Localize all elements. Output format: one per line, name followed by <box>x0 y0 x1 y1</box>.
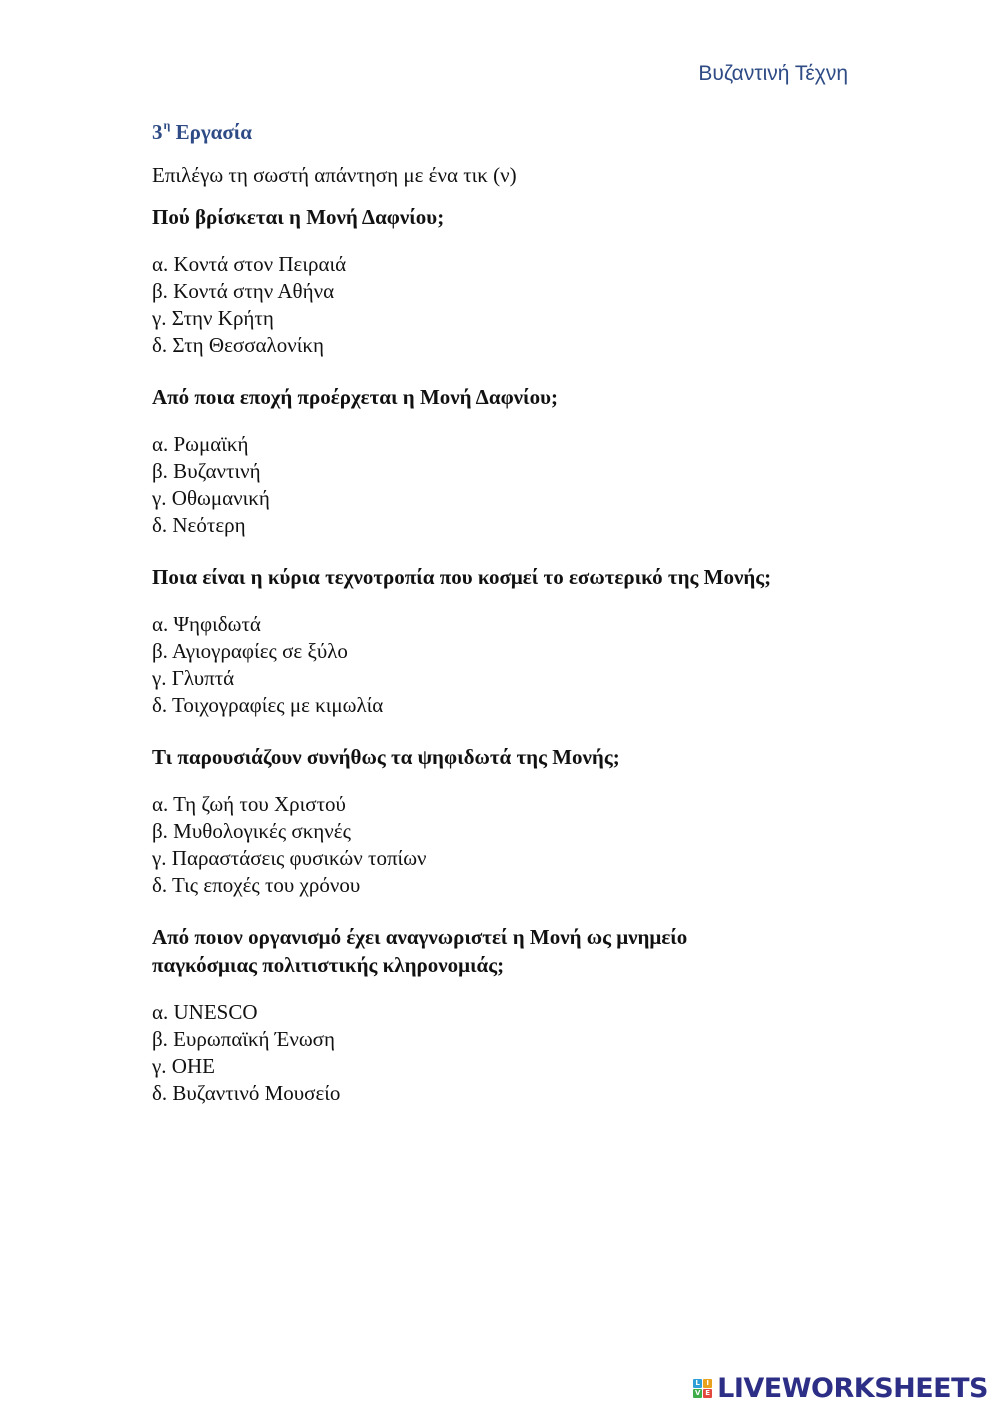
option-item[interactable]: β. Ευρωπαϊκή Ένωση <box>152 1027 335 1051</box>
option-item[interactable]: γ. Οθωμανική <box>152 486 270 510</box>
option-item[interactable]: β. Μυθολογικές σκηνές <box>152 819 351 843</box>
option-item[interactable]: α. Ψηφιδωτά <box>152 612 261 636</box>
option-item[interactable]: γ. ΟΗΕ <box>152 1054 215 1078</box>
logo-text: LIVEWORKSHEETS <box>717 1373 988 1404</box>
option-item[interactable]: δ. Βυζαντινό Μουσείο <box>152 1081 341 1105</box>
task-number: 3 <box>152 120 163 144</box>
option-item[interactable]: δ. Νεότερη <box>152 513 246 537</box>
liveworksheets-logo[interactable] <box>693 1373 988 1404</box>
logo-blocks-icon <box>693 1379 712 1398</box>
question-5-line-2: παγκόσμιας πολιτιστικής κληρονομιάς; <box>152 953 505 977</box>
worksheet-content <box>152 120 872 1131</box>
option-item[interactable]: γ. Παραστάσεις φυσικών τοπίων <box>152 846 427 870</box>
question-2-options <box>152 431 872 539</box>
option-item[interactable]: β. Κοντά στην Αθήνα <box>152 279 335 303</box>
option-item[interactable]: δ. Τοιχογραφίες με κιμωλία <box>152 693 384 717</box>
option-item[interactable]: α. Τη ζωή του Χριστού <box>152 792 346 816</box>
question-3: Ποια είναι η κύρια τεχνοτροπία που κοσμεί το εσωτερικό της Μονής; <box>152 565 772 589</box>
logo-block: V <box>694 1389 701 1397</box>
question-3-options <box>152 611 872 719</box>
logo-block: E <box>703 1389 712 1398</box>
document-header-title: Βυζαντινή Τέχνη <box>698 62 848 85</box>
question-4: Τι παρουσιάζουν συνήθως τα ψηφιδωτά της Μονής; <box>152 745 620 769</box>
option-item[interactable]: γ. Γλυπτά <box>152 666 235 690</box>
logo-block: I <box>703 1379 712 1388</box>
option-item[interactable]: γ. Στην Κρήτη <box>152 306 274 330</box>
task-title <box>152 120 872 145</box>
task-label: Εργασία <box>175 120 253 144</box>
option-item[interactable]: β. Αγιογραφίες σε ξύλο <box>152 639 348 663</box>
option-item[interactable]: α. UNESCO <box>152 1000 258 1024</box>
logo-block: L <box>693 1379 702 1388</box>
task-number-superscript: η <box>163 118 171 132</box>
question-2: Από ποια εποχή προέρχεται η Μονή Δαφνίου; <box>152 385 558 409</box>
question-5-line-1: Από ποιον οργανισμό έχει αναγνωριστεί η Μονή ως μνημείο <box>152 925 688 949</box>
option-item[interactable]: δ. Στη Θεσσαλονίκη <box>152 333 324 357</box>
option-item[interactable]: β. Βυζαντινή <box>152 459 261 483</box>
instruction-text: Επιλέγω τη σωστή απάντηση με ένα τικ (ν) <box>152 163 517 187</box>
option-item[interactable]: δ. Τις εποχές του χρόνου <box>152 873 361 897</box>
option-item[interactable]: α. Κοντά στον Πειραιά <box>152 252 347 276</box>
question-1-options <box>152 251 872 359</box>
option-item[interactable]: α. Ρωμαϊκή <box>152 432 249 456</box>
question-4-options <box>152 791 872 899</box>
question-5-options <box>152 999 872 1107</box>
question-1: Πού βρίσκεται η Μονή Δαφνίου; <box>152 205 445 229</box>
question-5 <box>152 923 872 979</box>
